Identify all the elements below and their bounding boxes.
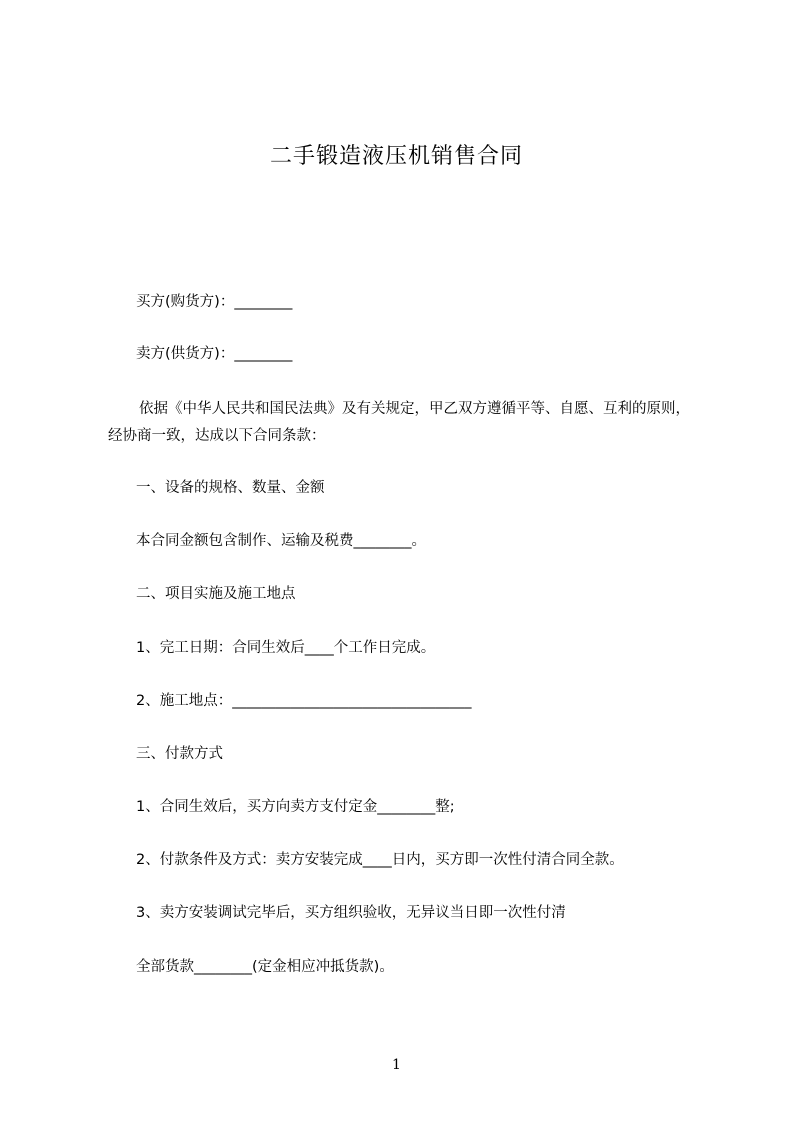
section-3-item-2: 2、付款条件及方式：卖方安装完成____日内，买方即一次性付清合同全款。 [136,852,624,868]
section-2-item-2: 2、施工地点：_________________________________ [136,693,472,709]
document-title: 二手锻造液压机销售合同 [269,144,523,169]
seller-line: 卖方(供货方)：________ [136,346,293,362]
section-3-item-3: 3、卖方安装调试完毕后，买方组织验收，无异议当日即一次性付清 [136,905,566,921]
section-3-item-1: 1、合同生效后，买方向卖方支付定金________整; [136,799,455,815]
section-2-heading: 二、项目实施及施工地点 [136,586,296,602]
section-3-item-3-continued: 全部货款________(定金相应冲抵货款)。 [136,959,394,975]
section-3-heading: 三、付款方式 [136,746,223,762]
intro-paragraph: 依据《中华人民共和国民法典》及有关规定，甲乙双方遵循平等、自愿、互利的原则，经协商一致，达成以下合同条款： [108,401,690,444]
buyer-line: 买方(购货方)：________ [136,294,293,310]
section-1-heading: 一、设备的规格、数量、金额 [136,480,325,496]
section-1-text: 本合同金额包含制作、运输及税费________。 [136,533,426,549]
section-2-item-1: 1、完工日期：合同生效后____个工作日完成。 [136,640,436,656]
page-number: 1 [392,1057,401,1073]
